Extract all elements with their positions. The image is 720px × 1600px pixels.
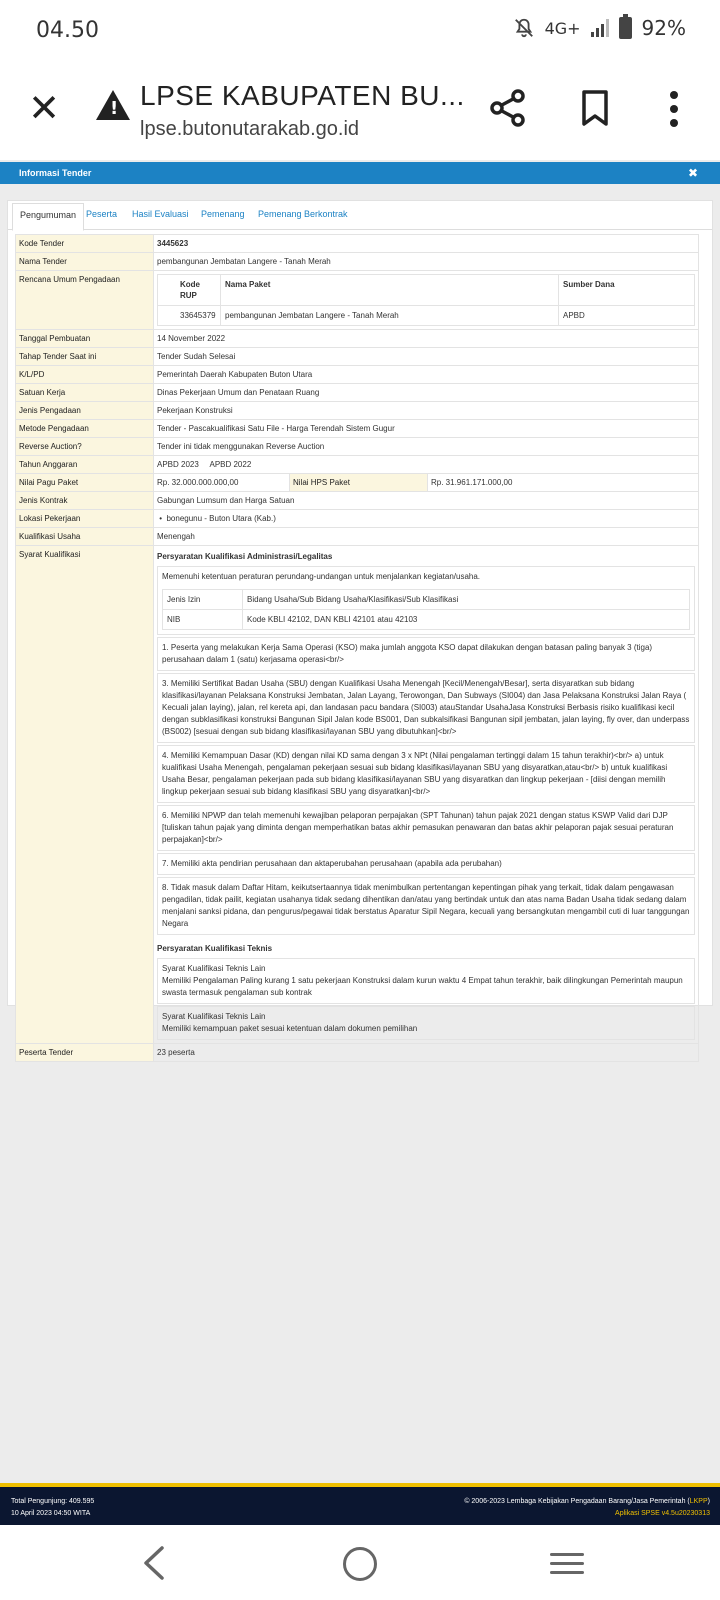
syarat-intro-text: Memenuhi ketentuan peraturan perundang-undangan untuk menjalankan kegiatan/usaha. <box>162 572 481 581</box>
back-icon[interactable] <box>140 1545 170 1581</box>
teknis-item <box>157 1006 695 1040</box>
row-label: Tahun Anggaran <box>16 456 154 474</box>
page-url[interactable]: lpse.butonutarakab.go.id <box>140 118 360 140</box>
teknis-item <box>157 958 695 1004</box>
syarat-item: 3. Memiliki Sertifikat Badan Usaha (SBU) dengan Kualifikasi Usaha Menengah [Kecil/Menengah/Besar], serta disyaratkan sub bidang klasifikasi/layanan Pelaksana Konstruksi Jembatan, Jalan Layang, Terowongan, Dan Subways (SI004) dan Jasa Pelaksana Konstruksi Jalan Raya ( Kecuali jalan laying), jalan, rel kereta api, dan landasan pacu bandara (SI003) atauStandar UsahaJasa Konstruksi Berbasis risiko kualifikasi kecil dengan subklasifikasi konstruksi Bangunan Sipil Jalan kode BS001, Dan subkalsifikasi Bangunan sipil jembatan, jalan laying, fly over, dan underpass (BS002) [sesuai dengan sub bidang klasifikasi/layanan SBU yang dibutuhkan]<br/> <box>157 673 695 743</box>
lokasi-value: bonegunu - Buton Utara (Kab.) <box>166 514 276 523</box>
tender-card <box>7 200 713 1057</box>
teknis-item-title: Syarat Kualifikasi Teknis Lain <box>162 1012 266 1021</box>
rup-sumber: APBD <box>559 306 695 326</box>
site-footer <box>0 1487 720 1525</box>
row-label: Nilai Pagu Paket <box>16 474 154 492</box>
table-row <box>16 420 699 438</box>
row-label: Rencana Umum Pengadaan <box>16 271 154 330</box>
tab-peserta[interactable]: Peserta <box>86 209 118 219</box>
syarat-admin-title: Persyaratan Kualifikasi Administrasi/Legalitas <box>157 552 333 561</box>
table-row <box>16 348 699 366</box>
table-row <box>16 474 699 492</box>
teknis-item-text: Memiliki Pengalaman Paling kurang 1 satu pekerjaan Konstruksi dalam kurun waktu 4 Empat tahun terakhir, baik dilingkungan Pemerintah maupun swasta termasuk pengalaman sub kontrak <box>162 976 683 997</box>
lkpp-link[interactable]: LKPP <box>689 1498 708 1505</box>
recent-apps-icon[interactable] <box>550 1553 584 1575</box>
android-nav-bar <box>0 1525 720 1600</box>
rup-cell <box>154 271 699 330</box>
rup-table <box>157 274 695 326</box>
visitor-count: Total Pengunjung: 409.595 <box>11 1498 95 1505</box>
status-bar <box>0 0 720 60</box>
table-row <box>16 510 699 528</box>
copyright-text: © 2006-2023 Lembaga Kebijakan Pengadaan Barang/Jasa Pemerintah ( <box>464 1498 690 1505</box>
klpd-value: Pemerintah Daerah Kabupaten Buton Utara <box>154 366 699 384</box>
row-label: Nama Tender <box>16 253 154 271</box>
row-label: Satuan Kerja <box>16 384 154 402</box>
footer-datetime: 10 April 2023 04:50 WITA <box>11 1510 91 1517</box>
battery-icon <box>619 17 632 39</box>
table-row <box>16 271 699 330</box>
syarat-teknis-title: Persyaratan Kualifikasi Teknis <box>157 944 273 953</box>
lokasi-cell: • bonegunu - Buton Utara (Kab.) <box>154 510 699 528</box>
izin-bidang: Kode KBLI 42102, DAN KBLI 42101 atau 42103 <box>243 610 690 630</box>
satker-value: Dinas Pekerjaan Umum dan Penataan Ruang <box>154 384 699 402</box>
panel-close-icon[interactable]: ✖ <box>687 166 698 180</box>
kualifikasi-value: Menengah <box>154 528 699 546</box>
kontrak-value: Gabungan Lumsum dan Harga Satuan <box>154 492 699 510</box>
syarat-item: 6. Memiliki NPWP dan telah memenuhi kewajiban pelaporan perpajakan (SPT Tahunan) tahun pajak 2021 dengan status KSWP Valid dari DJP [tuliskan tahun pajak yang diminta dengan memperhatikan batas akhir pemasukan penawaran dan batas akhir pelaporan pajak sesuai peraturan perpajakan]<br/> <box>157 805 695 851</box>
more-options-icon[interactable] <box>668 90 680 128</box>
tahun-value: APBD 2023 APBD 2022 <box>154 456 699 474</box>
teknis-item-title: Syarat Kualifikasi Teknis Lain <box>162 964 266 973</box>
row-label: K/L/PD <box>16 366 154 384</box>
row-label: Tahap Tender Saat ini <box>16 348 154 366</box>
battery-level: 92% <box>641 16 686 40</box>
reverse-value: Tender ini tidak menggunakan Reverse Auction <box>154 438 699 456</box>
copyright-end: ) <box>707 1498 710 1505</box>
teknis-item-text: Memiliki kemampuan paket sesuai ketentuan dalam dokumen pemilihan <box>162 1024 418 1033</box>
row-label: Kualifikasi Usaha <box>16 528 154 546</box>
rup-kode: 33645379 <box>158 306 221 326</box>
syarat-item: 7. Memiliki akta pendirian perusahaan dan aktaperubahan perusahaan (apabila ada perubahan) <box>157 853 695 875</box>
pagu-value: Rp. 32.000.000.000,00 <box>154 474 290 492</box>
row-label: Peserta Tender <box>16 1044 154 1062</box>
tahap-link[interactable]: Tender Sudah Selesai <box>154 348 699 366</box>
syarat-admin-intro <box>157 566 695 635</box>
table-row <box>16 366 699 384</box>
warning-icon[interactable] <box>96 90 130 120</box>
table-row <box>16 1044 699 1062</box>
kode-tender-value: 3445623 <box>154 235 699 253</box>
peserta-value: 23 peserta <box>154 1044 699 1062</box>
table-row <box>16 546 699 1044</box>
tanggal-value: 14 November 2022 <box>154 330 699 348</box>
panel-title: Informasi Tender <box>19 168 92 178</box>
mute-bell-icon <box>513 17 535 39</box>
rup-header: Nama Paket <box>221 275 559 306</box>
row-label: Lokasi Pekerjaan <box>16 510 154 528</box>
panel-body <box>0 184 720 1484</box>
tab-hasil-evaluasi[interactable]: Hasil Evaluasi <box>132 209 189 219</box>
syarat-item: 8. Tidak masuk dalam Daftar Hitam, keikutsertaannya tidak menimbulkan pertentangan kepentingan pihak yang terkait, tidak dalam pengawasan pengadilan, tidak pailit, kegiatan usahanya tidak sedang dihentikan dan/atau yang bertindak untuk dan atas nama Badan Usaha tidak sedang dalam menjalani sanksi pidana, dan pengurus/pegawai tidak berstatus Aparatur Sipil Negara, kecuali yang bersangkutan mengambil cuti di luar tanggungan Negara <box>157 877 695 935</box>
copyright <box>464 1498 710 1505</box>
row-label: Syarat Kualifikasi <box>16 546 154 1044</box>
row-label: Kode Tender <box>16 235 154 253</box>
app-version: Aplikasi SPSE v4.5u20230313 <box>615 1510 710 1517</box>
rup-nama: pembangunan Jembatan Langere - Tanah Merah <box>221 306 559 326</box>
table-row <box>16 492 699 510</box>
syarat-item: 4. Memiliki Kemampuan Dasar (KD) dengan nilai KD sama dengan 3 x NPt (Nilai pengalaman tertinggi dalam 15 tahun terakhir)<br/> a) untuk kualifikasi Usaha Menengah, pengalaman pekerjaan sesuai sub bidang klasifikasi/layanan SBU yang disyaratkan,atau<br/> b) untuk kualifikasi Usaha Besar, pengalaman pekerjaan pada sub bidang klasifikasi/layanan SBU yang disyaratkan dan lingkup pekerjaan - [diisi dengan memilih lingkup pekerjaan sesuai sub bidang klasifikasi SBU yang disyaratkan]<br/> <box>157 745 695 803</box>
hps-value: Rp. 31.961.171.000,00 <box>428 474 699 492</box>
table-row <box>16 384 699 402</box>
row-label: Reverse Auction? <box>16 438 154 456</box>
row-label: Jenis Pengadaan <box>16 402 154 420</box>
table-row <box>16 402 699 420</box>
signal-icon <box>591 19 609 37</box>
table-row <box>16 235 699 253</box>
syarat-cell <box>154 546 699 1044</box>
status-icons <box>513 16 686 40</box>
izin-jenis: NIB <box>163 610 243 630</box>
table-row <box>16 330 699 348</box>
izin-header: Bidang Usaha/Sub Bidang Usaha/Klasifikasi/Sub Klasifikasi <box>243 590 690 610</box>
home-icon[interactable] <box>343 1547 377 1581</box>
jenis-value: Pekerjaan Konstruksi <box>154 402 699 420</box>
izin-table <box>162 589 690 630</box>
clock: 04.50 <box>36 18 99 43</box>
table-row <box>16 438 699 456</box>
close-icon[interactable]: ✕ <box>28 86 60 130</box>
row-label: Jenis Kontrak <box>16 492 154 510</box>
share-icon[interactable] <box>488 88 528 128</box>
tab-bar <box>8 201 712 230</box>
row-label: Nilai HPS Paket <box>290 474 428 492</box>
tab-pemenang-berkontrak[interactable]: Pemenang Berkontrak <box>258 209 348 219</box>
page-title: LPSE KABUPATEN BU... <box>140 80 465 111</box>
tender-info-table <box>15 234 699 1062</box>
row-label: Metode Pengadaan <box>16 420 154 438</box>
tab-pemenang[interactable]: Pemenang <box>201 209 245 219</box>
izin-header: Jenis Izin <box>163 590 243 610</box>
metode-value: Tender - Pascakualifikasi Satu File - Harga Terendah Sistem Gugur <box>154 420 699 438</box>
tab-pengumuman[interactable]: Pengumuman <box>12 203 84 231</box>
syarat-item: 1. Peserta yang melakukan Kerja Sama Operasi (KSO) maka jumlah anggota KSO dapat dilakukan dengan batasan paling banyak 3 (tiga) perusahaan dalam 1 (satu) kerjasama operasi<br/> <box>157 637 695 671</box>
panel-header <box>0 162 720 184</box>
browser-toolbar <box>0 60 720 160</box>
rup-header: Kode RUP <box>158 275 221 306</box>
rup-header: Sumber Dana <box>559 275 695 306</box>
bookmark-icon[interactable] <box>580 90 610 126</box>
network-type: 4G+ <box>544 18 581 38</box>
table-row <box>16 253 699 271</box>
table-row <box>16 456 699 474</box>
row-label: Tanggal Pembuatan <box>16 330 154 348</box>
nama-tender-value: pembangunan Jembatan Langere - Tanah Merah <box>154 253 699 271</box>
table-row <box>16 528 699 546</box>
